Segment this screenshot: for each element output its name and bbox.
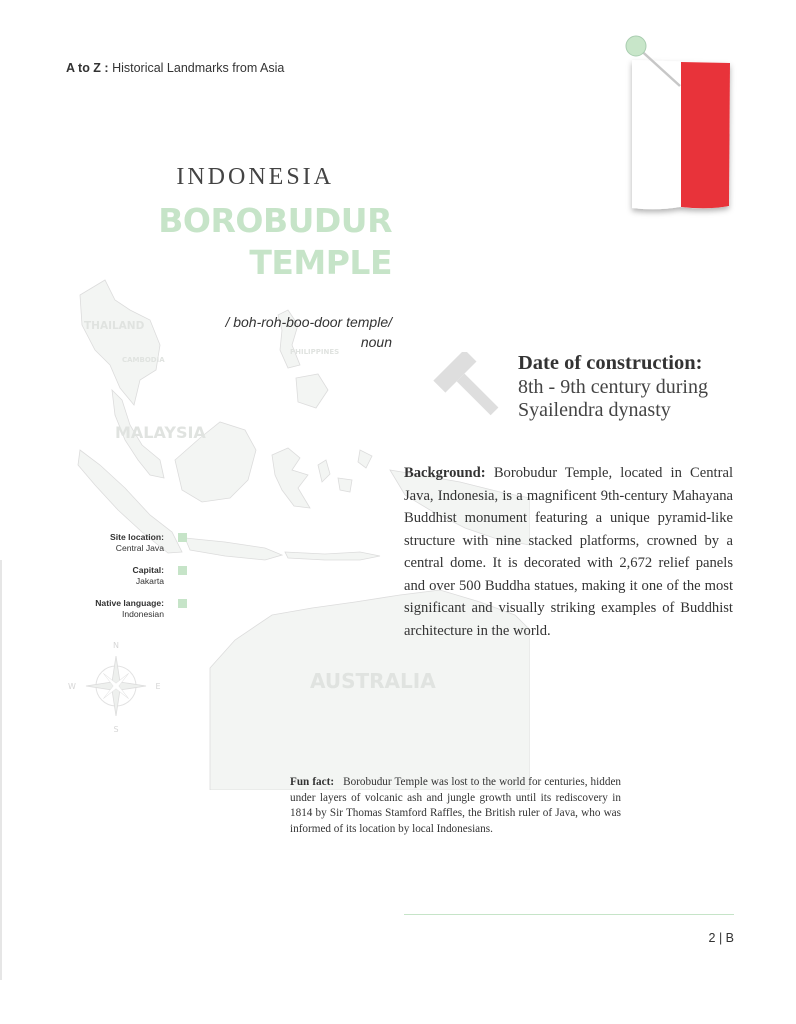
- pin-head-icon: [626, 36, 646, 56]
- fact-label: Native language:: [95, 598, 164, 608]
- mainland-indochina: [80, 280, 160, 405]
- map-label-philippines: PHILIPPINES: [290, 348, 340, 356]
- fact-value: Central Java: [115, 542, 164, 553]
- page-edge: [0, 560, 2, 980]
- fact-value: Indonesian: [121, 608, 164, 619]
- compass-s: S: [113, 725, 119, 734]
- map-label-australia: AUSTRALIA: [310, 669, 436, 693]
- series-prefix: A to Z :: [66, 61, 109, 75]
- compass-rose-icon: [68, 641, 160, 734]
- fun-fact: [290, 775, 621, 837]
- fact-label: Capital:: [132, 565, 164, 575]
- hammer-icon: [428, 352, 508, 422]
- page-number: 2 | B: [708, 931, 734, 945]
- landmark-title-line1: BOROBUDUR: [158, 201, 392, 240]
- background-text: Borobudur Temple, located in Central Java, Indonesia, is a magnificent 9th-century Mahayana Buddhist monument featuring a unique pyramid-like structure with nine stacked platforms, crowned by a central dome. It is decorated with 2,672 relief panels and over 500 Buddha statues, making it one of the most significant and visually striking examples of Buddhist architecture in the world.: [404, 465, 733, 639]
- pronunciation: [150, 312, 392, 352]
- construction-value: 8th - 9th century during Syailendra dynasty: [518, 376, 708, 421]
- fun-fact-text: Borobudur Temple was lost to the world for centuries, hidden under layers of volcanic ash and jungle growth until its rediscovery in 1814 by Sir Thomas Stamford Raffles, the British ruler of Java, who was informed of its location by local Indonesians.: [290, 776, 622, 835]
- java: [185, 538, 282, 560]
- map-label-thailand: THAILAND: [84, 320, 145, 332]
- construction-label: Date of construction:: [518, 352, 703, 374]
- small-islands-3: [358, 450, 372, 468]
- small-islands-2: [338, 478, 352, 492]
- fact-marker: [178, 599, 187, 608]
- background-paragraph: [404, 462, 733, 642]
- nusa-tenggara: [285, 552, 380, 560]
- fact-marker: [178, 533, 187, 542]
- philippines-mindanao: [296, 374, 328, 408]
- fact-site-location: [70, 532, 164, 553]
- fact-value: Jakarta: [135, 575, 164, 586]
- small-islands-1: [318, 460, 330, 482]
- landmark-title: [140, 200, 392, 284]
- map-label-malaysia: MALAYSIA: [115, 423, 206, 442]
- country-name: INDONESIA: [176, 164, 334, 190]
- compass-n: N: [113, 641, 119, 650]
- fact-marker: [178, 566, 187, 575]
- facts-list: [70, 532, 164, 631]
- background-label: Background:: [404, 465, 486, 481]
- fact-label: Site location:: [110, 532, 164, 542]
- fun-fact-label: Fun fact:: [290, 776, 335, 788]
- map-label-cambodia: CAMBODIA: [122, 356, 165, 364]
- compass-w: W: [68, 682, 76, 691]
- pronunciation-text: / boh-roh-boo-door temple/: [225, 314, 392, 330]
- fact-capital: [70, 565, 164, 586]
- series-title: Historical Landmarks from Asia: [112, 61, 285, 75]
- fact-native-language: [70, 598, 164, 619]
- landmark-title-line2: TEMPLE: [249, 243, 392, 282]
- compass-e: E: [155, 682, 161, 691]
- footer-divider: [404, 914, 734, 915]
- indonesia-flag: [618, 30, 738, 220]
- part-of-speech: noun: [360, 334, 392, 350]
- flag-red-stripe: [681, 62, 730, 208]
- sulawesi: [272, 448, 310, 508]
- running-header: [66, 61, 284, 75]
